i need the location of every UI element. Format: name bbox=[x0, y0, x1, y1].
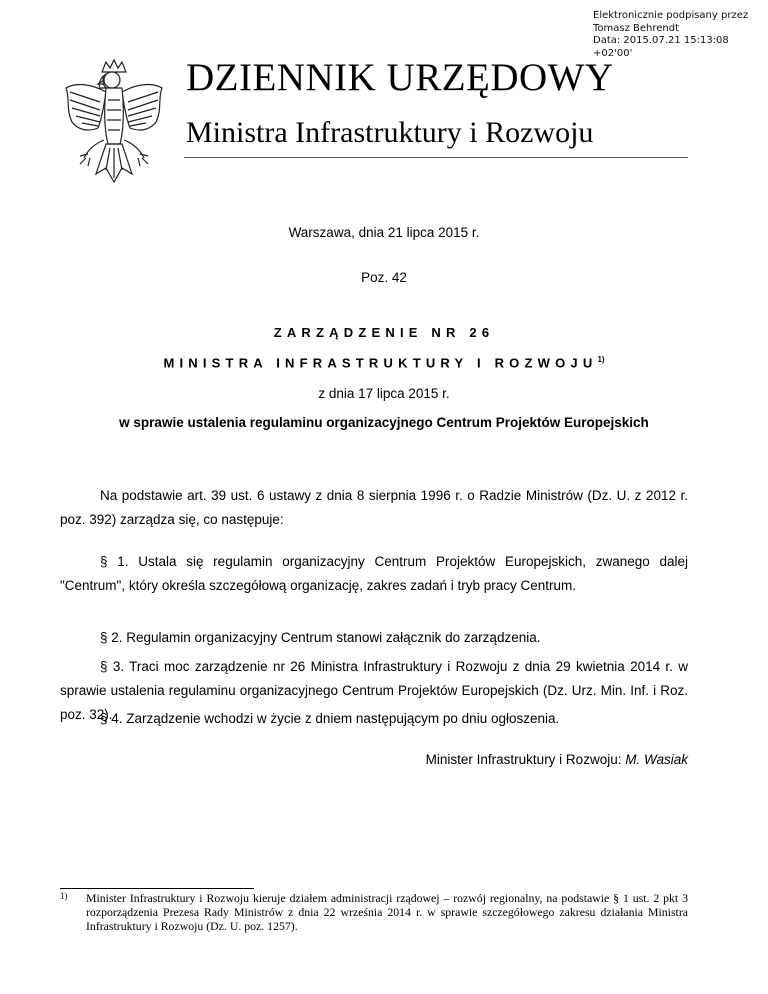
signature-line-1: Elektronicznie podpisany przez bbox=[593, 10, 749, 21]
act-type-number: ZARZĄDZENIE NR 26 bbox=[273, 325, 495, 340]
preamble-text: Na podstawie art. 39 ust. 6 ustawy z dnia 8 sierpnia 1996 r. o Radzie Ministrów (Dz. U. z 2012 r. poz. 392) zarządza się, co następuje: bbox=[60, 488, 688, 527]
footnote-marker: 1) bbox=[60, 891, 68, 901]
signature-line-3: Data: 2015.07.21 15:13:08 +02'00' bbox=[593, 35, 729, 59]
section-1 bbox=[60, 550, 688, 598]
section-text: § 4. Zarządzenie wchodzi w życie z dniem następującym po dniu ogłoszenia. bbox=[100, 711, 560, 726]
footnote-text: Minister Infrastruktury i Rozwoju kieruje działem administracji rządowej – rozwój regionalny, na podstawie § 1 ust. 2 pkt 3 rozporządzenia Prezesa Rady Ministrów z dnia 22 września 2014 r. w sprawie szczegółowego zakresu działania Ministra Infrastruktury i Rozwoju (Dz. U. poz. 1257). bbox=[86, 891, 688, 934]
footnote-ref: 1) bbox=[597, 355, 605, 364]
signatory-name: M. Wasiak bbox=[625, 752, 688, 767]
polish-eagle-icon bbox=[62, 58, 166, 186]
section-text: § 2. Regulamin organizacyjny Centrum stanowi załącznik do zarządzenia. bbox=[100, 630, 541, 645]
section-text: § 3. Traci moc zarządzenie nr 26 Ministra Infrastruktury i Rozwoju z dnia 29 kwietnia 2014 r. w sprawie ustalenia regulaminu organizacyjnego Centrum Projektów Europejskich (Dz. Urz. Min. Inf. i Roz. poz. 32). bbox=[60, 659, 688, 722]
masthead-divider bbox=[184, 157, 688, 158]
section-4 bbox=[60, 707, 688, 731]
act-issuer bbox=[0, 355, 768, 370]
act-issuer-text: MINISTRA INFRASTRUKTURY I ROZWOJU bbox=[163, 355, 598, 371]
signature-line-2: Tomasz Behrendt bbox=[593, 22, 680, 34]
journal-title: DZIENNIK URZĘDOWY bbox=[186, 56, 614, 99]
act-date: z dnia 17 lipca 2015 r. bbox=[318, 386, 450, 401]
footnote-divider bbox=[60, 888, 254, 889]
section-2 bbox=[60, 626, 688, 650]
journal-subtitle: Ministra Infrastruktury i Rozwoju bbox=[186, 116, 594, 149]
signatory-role: Minister Infrastruktury i Rozwoju: bbox=[425, 752, 622, 767]
preamble bbox=[60, 484, 688, 532]
act-subject: w sprawie ustalenia regulaminu organizacyjnego Centrum Projektów Europejskich bbox=[119, 415, 649, 430]
digital-signature bbox=[593, 10, 768, 60]
signatory bbox=[0, 752, 688, 767]
section-text: § 1. Ustala się regulamin organizacyjny Centrum Projektów Europejskich, zwanego dalej "Centrum", który określa szczegółową organizację, zakres zadań i tryb pracy Centrum. bbox=[60, 554, 688, 593]
position-number: Poz. 42 bbox=[361, 270, 407, 285]
place-date: Warszawa, dnia 21 lipca 2015 r. bbox=[288, 225, 480, 240]
